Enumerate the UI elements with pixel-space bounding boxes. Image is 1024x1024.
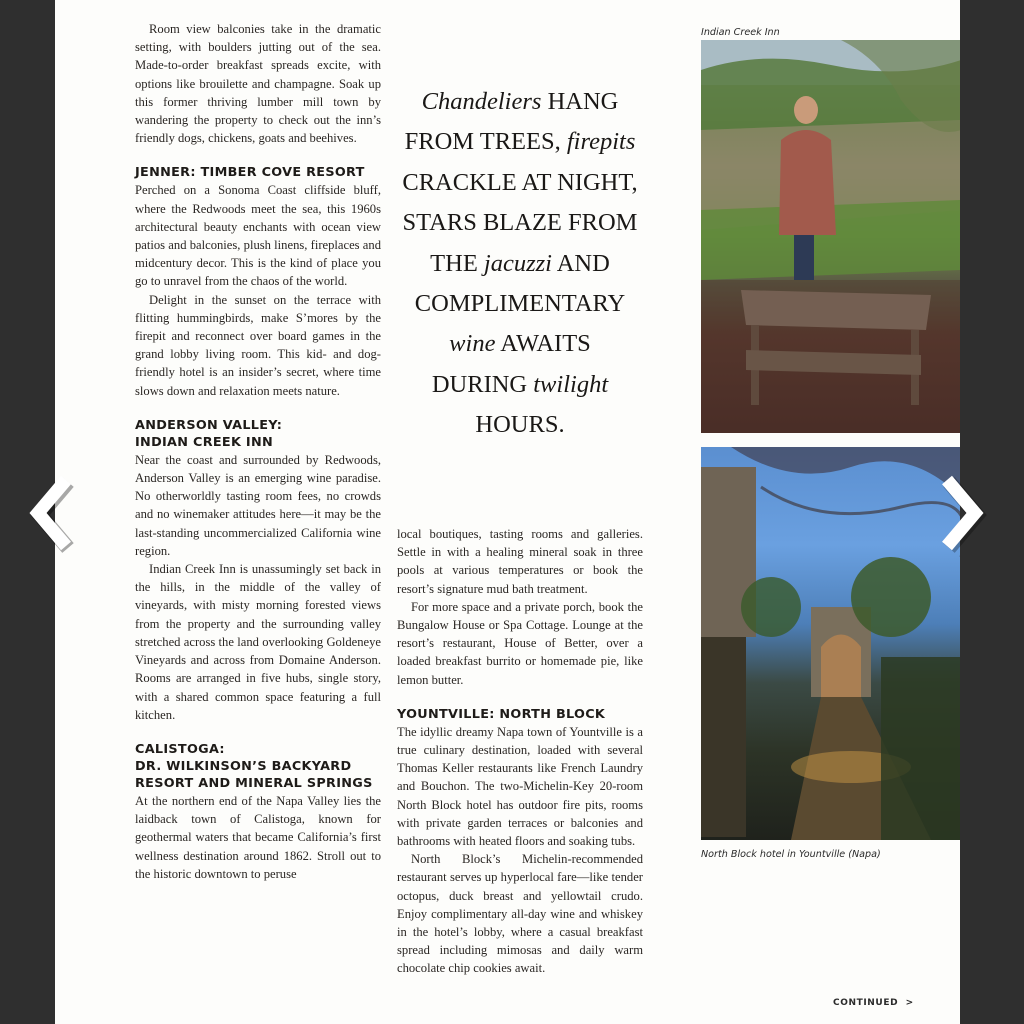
continued-link[interactable] [833, 998, 914, 1008]
chevron-left-icon [18, 468, 78, 558]
quote-text: AND COMPLIMENTARY [414, 249, 626, 318]
magazine-page [55, 0, 960, 1024]
photo-indian-creek-inn [701, 40, 960, 433]
paragraph: For more space and a private porch, book the Bungalow House or Spa Cottage. Lounge at the resort’s restaurant, House of Better, over a loaded breakfast burrito or homemade pie, like lemon butter. [397, 599, 643, 687]
quote-text: HANG FROM TREES, [404, 88, 619, 156]
paragraph: local boutiques, tasting rooms and galleries. Settle in with a healing mineral soak in three pools at various temperatures or book the resort’s signature mud bath treatment. [397, 527, 643, 596]
next-page-button[interactable] [935, 468, 995, 558]
quote-text: AWAITS DURING [431, 330, 591, 398]
heading-line: INDIAN CREEK INN [135, 434, 274, 450]
paragraph: At the northern end of the Napa Valley lies the laidback town of Calistoga, known for geothermal waters that became California’s first wellness destination around 1862. Stroll out to the historic downtown to peruse [135, 793, 381, 881]
quote-italic: firepits [566, 128, 636, 156]
paragraph: North Block’s Michelin-recommended restaurant serves up hyperlocal fare—like tender octopus, duck breast and yellowtail crudo. Enjoy complimentary all-day wine and whiskey in the hotel’s lobby, where a casual breakfast spread including mimosas and daily warm chocolate chip cookies await. [397, 852, 643, 976]
photo-illustration [701, 447, 960, 840]
heading-line: RESORT AND MINERAL SPRINGS [135, 775, 373, 791]
paragraph: Indian Creek Inn is unassumingly set back in the hills, in the middle of the valley of vineyards, with misty morning forested views from the property and the surrounding valley stretched across the land overlooking Goldeneye Vineyards and across from Domaine Anderson. Rooms are arranged in five hubs, single story, with a shared common space featuring a full kitchen. [135, 562, 381, 722]
article-column-2 [397, 525, 643, 978]
section-heading-jenner: JENNER: TIMBER COVE RESORT [135, 165, 365, 181]
heading-line: CALISTOGA: [135, 741, 225, 757]
quote-text: CRACKLE AT NIGHT, STARS BLAZE FROM THE [402, 168, 638, 277]
heading-line: DR. WILKINSON’S BACKYARD [135, 758, 352, 774]
chevron-right-small-icon: > [905, 998, 914, 1008]
section-heading-yountville: YOUNTVILLE: NORTH BLOCK [397, 706, 606, 722]
section-heading-anderson [135, 417, 381, 451]
continued-label: CONTINUED [833, 998, 899, 1008]
quote-italic: jacuzzi [483, 249, 552, 277]
article-column-1 [135, 20, 381, 883]
photo-north-block-hotel [701, 447, 960, 840]
previous-page-button[interactable] [18, 468, 78, 558]
paragraph: Room view balconies take in the dramatic setting, with boulders jutting out of the sea. Made-to-order breakfast spreads excite, with options like brouilette and champagne. Soak up this former thriving lumber mill town by wandering the property to check out the inn’s friendly dogs, chickens, goats and beehives. [135, 22, 381, 146]
quote-italic: Chandeliers [421, 88, 542, 115]
paragraph: Near the coast and surrounded by Redwoods, Anderson Valley is an emerging wine paradise. No otherworldly tasting room fees, no crowds and no winemaker attitudes here—it may be the last-standing uncommercialized California wine region. [135, 452, 381, 558]
paragraph: The idyllic dreamy Napa town of Yountville is a true culinary destination, loaded with several Thomas Keller restaurants like French Laundry and Bouchon. The two-Michelin-Key 20-room North Block hotel has outdoor fire pits, rooms with private garden terraces or balconies and bathrooms with heated floors and soaking tubs. [397, 724, 643, 849]
paragraph: Delight in the sunset on the terrace with flitting hummingbirds, make S’mores by the firepit and reconnect over board games in the grand lobby living room. This kid- and dog-friendly hotel is an insider’s secret, where time slows down and relaxation meets nature. [135, 292, 381, 398]
heading-line: ANDERSON VALLEY: [135, 417, 283, 433]
quote-text: HOURS. [475, 411, 565, 439]
pull-quote [400, 82, 640, 446]
photo-caption-north-block: North Block hotel in Yountville (Napa) [701, 849, 881, 860]
photo-illustration [701, 40, 960, 433]
quote-italic: wine [449, 330, 496, 358]
section-heading-calistoga [135, 741, 381, 792]
paragraph: Perched on a Sonoma Coast cliffside bluff, where the Redwoods meet the sea, this 1960s architectural beauty enchants with ocean view patios and balconies, plush linens, fireplaces and midcentury decor. This is the kind of place you go to unravel from the chaos of the world. [135, 183, 381, 289]
chevron-right-icon [935, 468, 995, 558]
photo-caption-indian-creek: Indian Creek Inn [701, 27, 780, 38]
quote-italic: twilight [533, 370, 609, 398]
